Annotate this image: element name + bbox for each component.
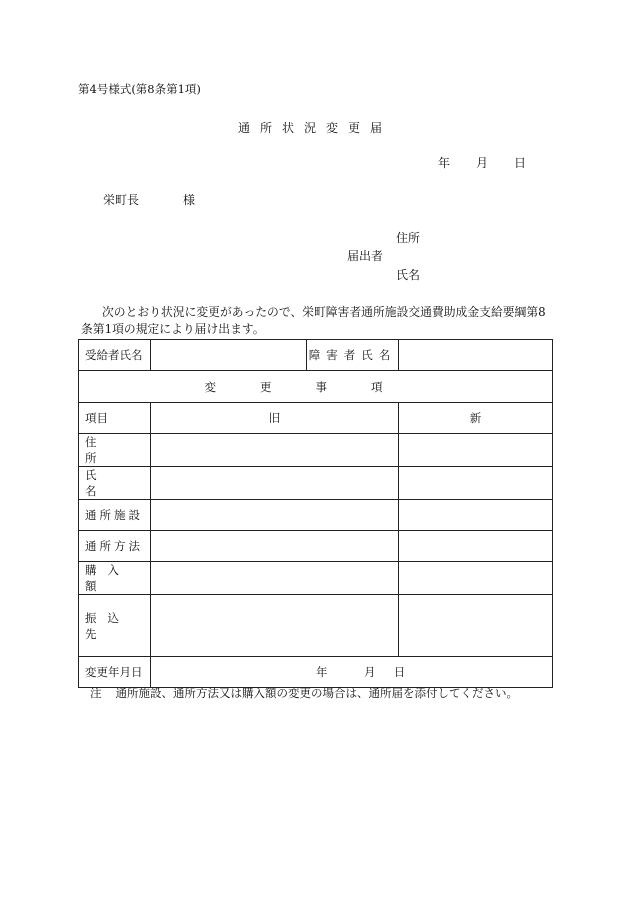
date-day: 日	[514, 156, 527, 170]
form-number: 第4号様式(第8条第1項)	[78, 82, 201, 96]
new-address-field[interactable]	[399, 434, 553, 467]
footnote	[78, 686, 518, 700]
body-text	[78, 304, 553, 338]
recipient-row	[79, 340, 553, 371]
footnote-text: 通所施設、通所方法又は購入額の変更の場合は、通所届を添付してください。	[115, 686, 518, 700]
changes-header: 変更事項	[79, 371, 553, 403]
new-commute-method-field[interactable]	[399, 531, 553, 562]
item-label: 項目	[85, 411, 108, 425]
disabled-person-name-field[interactable]	[399, 340, 553, 371]
row-label-purchase-amount: 購入額	[79, 562, 151, 595]
table-row	[79, 595, 553, 657]
old-name-field[interactable]	[151, 467, 399, 500]
row-label-commute-method: 通所方法	[79, 531, 151, 562]
new-column-header: 新	[399, 403, 553, 434]
table-row	[79, 531, 553, 562]
old-address-field[interactable]	[151, 434, 399, 467]
new-facility-field[interactable]	[399, 500, 553, 531]
table-row	[79, 562, 553, 595]
table-row	[79, 467, 553, 500]
submission-date	[438, 156, 526, 170]
change-date-label: 変更年月日	[79, 657, 151, 688]
item-label-spread	[79, 410, 150, 426]
addressee-name: 栄町長	[103, 193, 140, 207]
item-column-header	[79, 403, 151, 434]
change-form-table	[78, 339, 553, 688]
addressee-honorific: 様	[183, 193, 196, 207]
disabled-person-name-label: 障害者氏名	[307, 340, 399, 371]
old-purchase-amount-field[interactable]	[151, 562, 399, 595]
body-line-1: 次のとおり状況に変更があったので、栄町障害者通所施設交通費助成金支給要綱第8	[102, 305, 546, 319]
table-row	[79, 434, 553, 467]
old-column-header: 旧	[151, 403, 399, 434]
recipient-name-label: 受給者氏名	[79, 340, 151, 371]
footnote-mark: 注	[90, 686, 102, 700]
old-transfer-destination-field[interactable]	[151, 595, 399, 657]
change-date-row	[79, 657, 553, 688]
date-month: 月	[476, 156, 489, 170]
document-title: 通所状況変更届	[237, 121, 392, 135]
old-commute-method-field[interactable]	[151, 531, 399, 562]
changes-header-row	[79, 371, 553, 403]
table-row	[79, 500, 553, 531]
notifier-label: 届出者	[347, 249, 384, 263]
new-transfer-destination-field[interactable]	[399, 595, 553, 657]
change-date-month: 月	[364, 665, 376, 679]
date-year: 年	[438, 156, 451, 170]
row-label-facility: 通所施設	[79, 500, 151, 531]
row-label-name: 氏名	[79, 467, 151, 500]
change-date-year: 年	[316, 665, 328, 679]
recipient-name-field[interactable]	[151, 340, 307, 371]
addressee	[103, 193, 195, 207]
old-facility-field[interactable]	[151, 500, 399, 531]
change-date-day: 日	[393, 665, 406, 679]
row-label-transfer-destination: 振込先	[79, 595, 151, 657]
new-name-field[interactable]	[399, 467, 553, 500]
change-date-field[interactable]	[151, 657, 553, 688]
name-label: 氏名	[396, 268, 421, 282]
column-header-row	[79, 403, 553, 434]
new-purchase-amount-field[interactable]	[399, 562, 553, 595]
body-line-2: 条第1項の規定により届け出ます。	[81, 322, 265, 336]
row-label-address: 住所	[79, 434, 151, 467]
address-label: 住所	[396, 231, 421, 245]
